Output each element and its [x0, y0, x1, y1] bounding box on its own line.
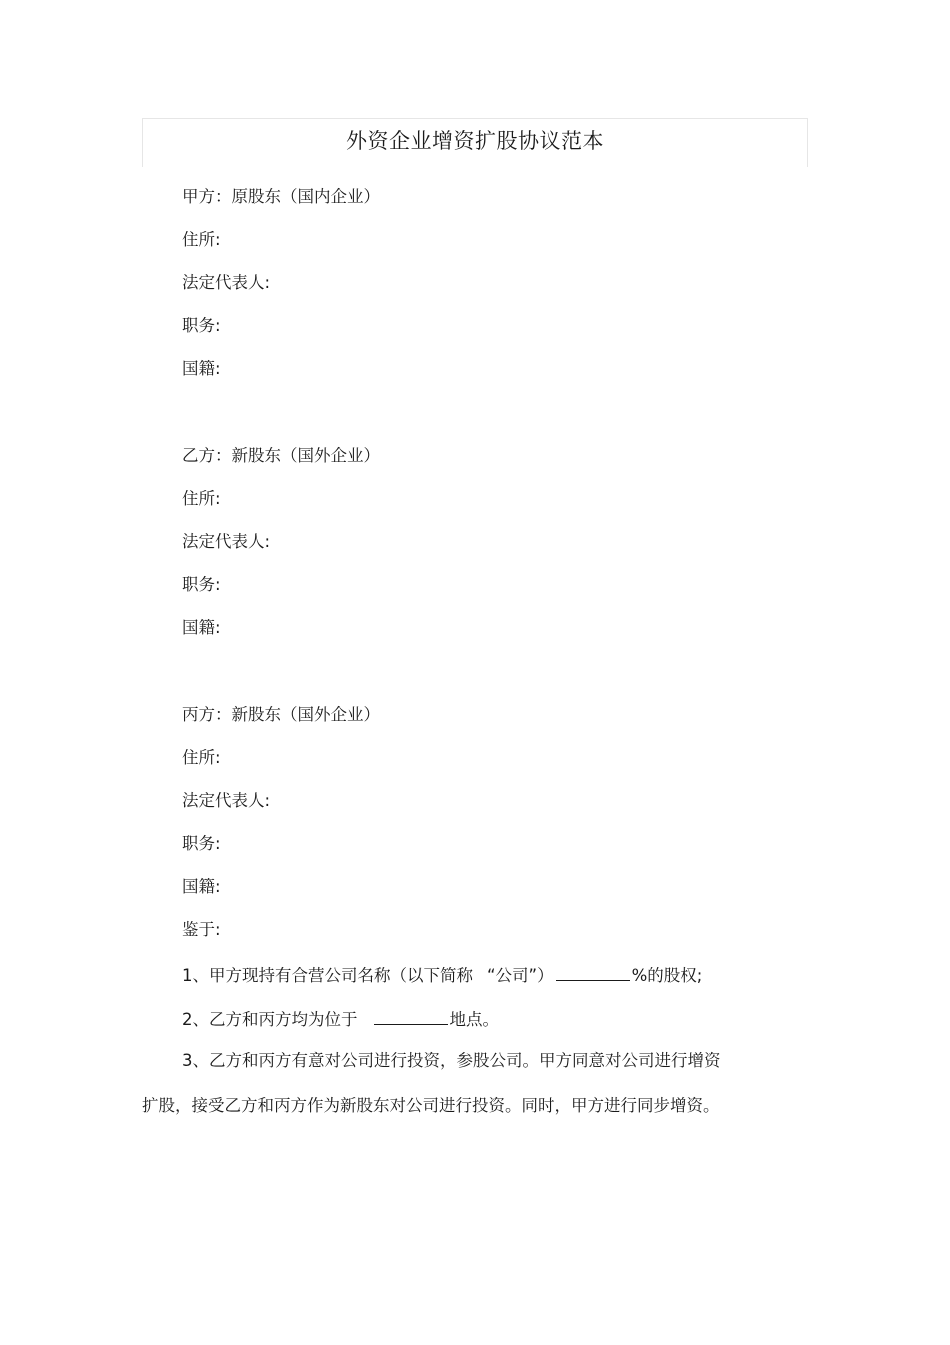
clause-2: [182, 1008, 499, 1031]
clause-2-blank: [374, 1008, 448, 1025]
clause-2-suffix: 地点。: [449, 1010, 499, 1029]
party-a-nationality: 国籍:: [182, 359, 221, 378]
party-c-position: 职务:: [182, 834, 221, 853]
party-c-legal-rep: 法定代表人:: [182, 791, 271, 810]
clause-3-line-1: 3、乙方和丙方有意对公司进行投资，参股公司。甲方同意对公司进行增资: [182, 1051, 721, 1070]
party-b-nationality: 国籍:: [182, 618, 221, 637]
clause-1-suffix: %的股权;: [631, 966, 703, 985]
party-c-nationality: 国籍:: [182, 877, 221, 896]
party-a-legal-rep: 法定代表人:: [182, 273, 271, 292]
clause-1-blank: [556, 964, 630, 981]
party-b-address: 住所:: [182, 489, 221, 508]
party-c-heading: 丙方：新股东（国外企业）: [182, 705, 380, 724]
party-b-heading: 乙方：新股东（国外企业）: [182, 446, 380, 465]
party-a-heading: 甲方：原股东（国内企业）: [182, 187, 380, 206]
party-a-position: 职务:: [182, 316, 221, 335]
party-a-address: 住所:: [182, 230, 221, 249]
document-title: 外资企业增资扩股协议范本: [346, 129, 604, 153]
clause-1-prefix: 1、甲方现持有合营公司名称（以下简称: [182, 966, 473, 985]
clause-1-quoted: “公司”）: [487, 966, 554, 985]
whereas-heading: 鉴于:: [182, 920, 221, 939]
party-b-position: 职务:: [182, 575, 221, 594]
party-c-address: 住所:: [182, 748, 221, 767]
clause-3-line-2: 扩股，接受乙方和丙方作为新股东对公司进行投资。同时，甲方进行同步增资。: [142, 1096, 720, 1115]
clause-2-prefix: 2、乙方和丙方均为位于: [182, 1010, 358, 1029]
clause-1: [182, 964, 702, 987]
party-b-legal-rep: 法定代表人:: [182, 532, 271, 551]
